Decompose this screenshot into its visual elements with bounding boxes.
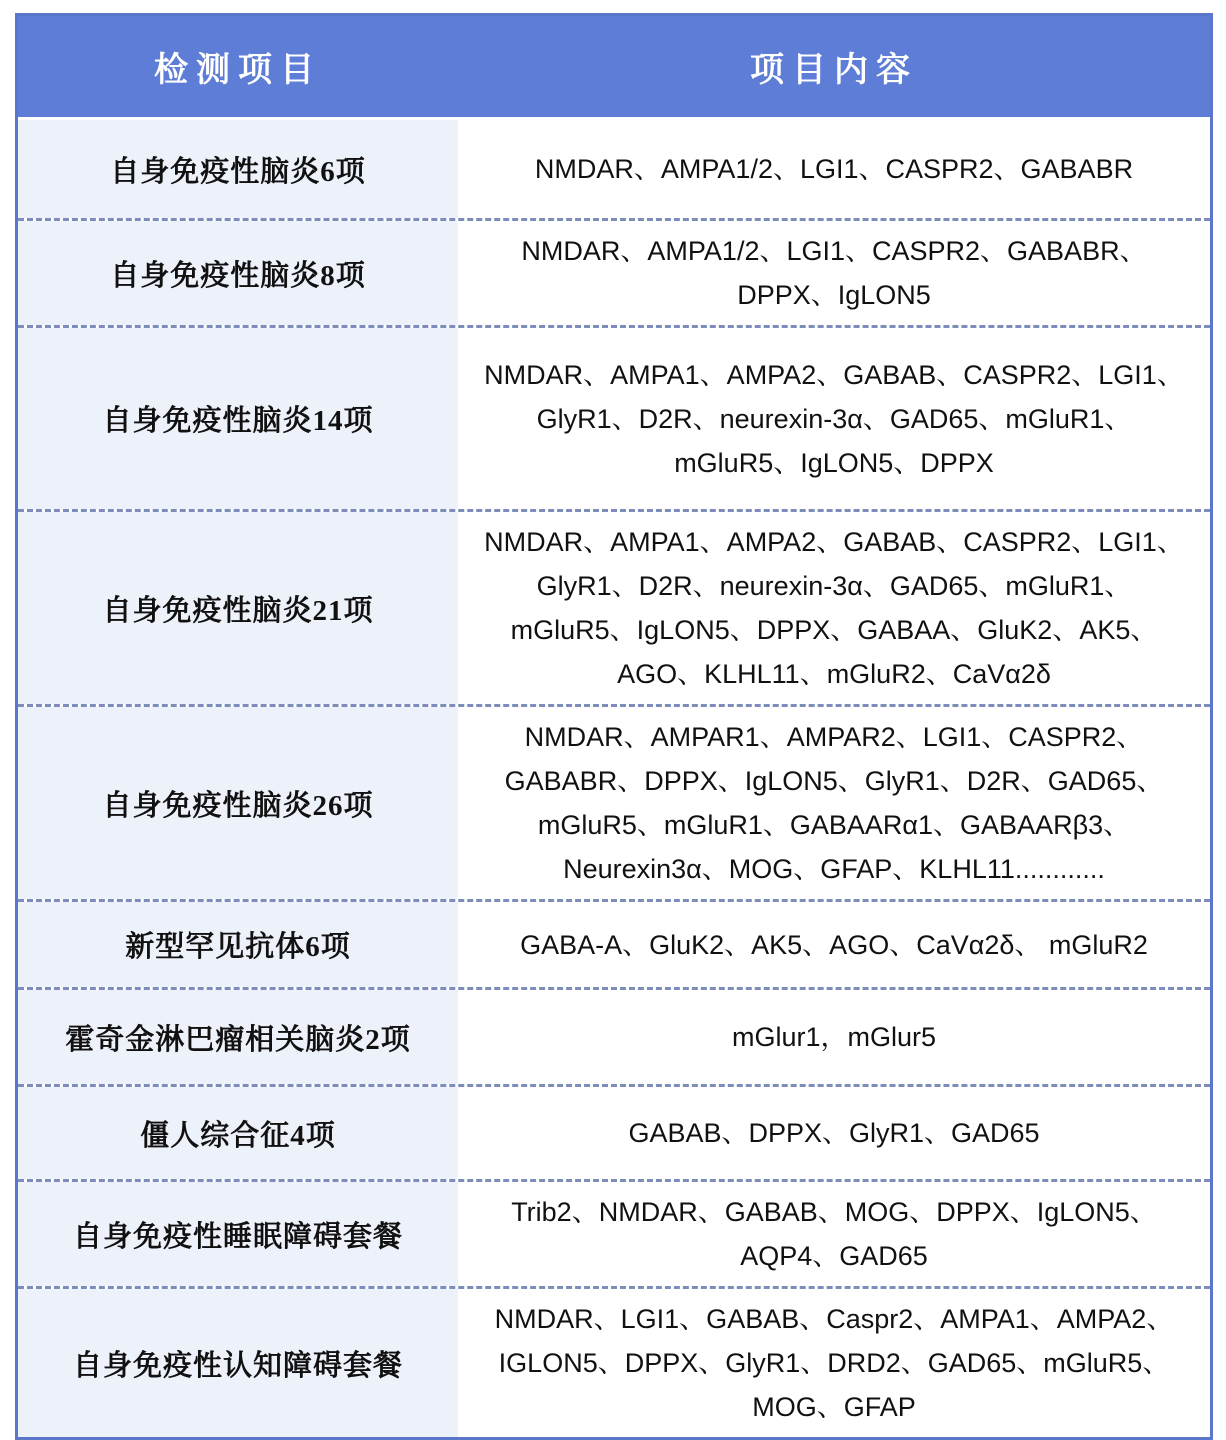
test-item-cell: 自身免疫性睡眠障碍套餐 (18, 1182, 458, 1286)
test-item-cell: 自身免疫性脑炎21项 (18, 512, 458, 704)
test-item-cell: 自身免疫性脑炎26项 (18, 707, 458, 899)
item-content-cell: mGlur1，mGlur5 (458, 990, 1210, 1084)
test-item-cell: 自身免疫性脑炎14项 (18, 328, 458, 509)
test-item-cell: 自身免疫性认知障碍套餐 (18, 1289, 458, 1437)
test-panel-table (15, 13, 1213, 1440)
table-row (18, 509, 1210, 704)
item-content-cell: NMDAR、AMPA1/2、LGI1、CASPR2、GABABR (458, 120, 1210, 218)
table-row (18, 1286, 1210, 1437)
column-header-test-item: 检测项目 (154, 52, 322, 89)
item-content-cell: NMDAR、AMPA1/2、LGI1、CASPR2、GABABR、DPPX、IgLON5 (458, 221, 1210, 325)
table-header-row (18, 16, 1210, 120)
test-item-cell: 僵人综合征4项 (18, 1087, 458, 1179)
item-content-cell: GABA-A、GluK2、AK5、AGO、CaVα2δ、 mGluR2 (458, 902, 1210, 987)
table-row (18, 120, 1210, 218)
test-item-cell: 自身免疫性脑炎8项 (18, 221, 458, 325)
column-header-item-content: 项目内容 (750, 52, 918, 89)
test-item-cell: 霍奇金淋巴瘤相关脑炎2项 (18, 990, 458, 1084)
table-row (18, 1084, 1210, 1179)
test-item-cell: 新型罕见抗体6项 (18, 902, 458, 987)
item-content-cell: GABAB、DPPX、GlyR1、GAD65 (458, 1087, 1210, 1179)
table-row (18, 218, 1210, 325)
item-content-cell: Trib2、NMDAR、GABAB、MOG、DPPX、IgLON5、AQP4、GAD65 (458, 1182, 1210, 1286)
table-row (18, 325, 1210, 509)
table-row (18, 1179, 1210, 1286)
test-item-cell: 自身免疫性脑炎6项 (18, 120, 458, 218)
item-content-cell: NMDAR、LGI1、GABAB、Caspr2、AMPA1、AMPA2、IGLON5、DPPX、GlyR1、DRD2、GAD65、mGluR5、MOG、GFAP (458, 1289, 1210, 1437)
item-content-cell: NMDAR、AMPA1、AMPA2、GABAB、CASPR2、LGI1、GlyR1、D2R、neurexin-3α、GAD65、mGluR1、mGluR5、IgLON5、DPPX (458, 328, 1210, 509)
table-row (18, 704, 1210, 899)
table-row (18, 987, 1210, 1084)
item-content-cell: NMDAR、AMPAR1、AMPAR2、LGI1、CASPR2、GABABR、DPPX、IgLON5、GlyR1、D2R、GAD65、mGluR5、mGluR1、GABAARα1、GABAARβ3、Neurexin3α、MOG、GFAP、KLHL11............ (458, 707, 1210, 899)
item-content-cell: NMDAR、AMPA1、AMPA2、GABAB、CASPR2、LGI1、GlyR1、D2R、neurexin-3α、GAD65、mGluR1、mGluR5、IgLON5、DPPX、GABAA、GluK2、AK5、AGO、KLHL11、mGluR2、CaVα2δ (458, 512, 1210, 704)
table-row (18, 899, 1210, 987)
